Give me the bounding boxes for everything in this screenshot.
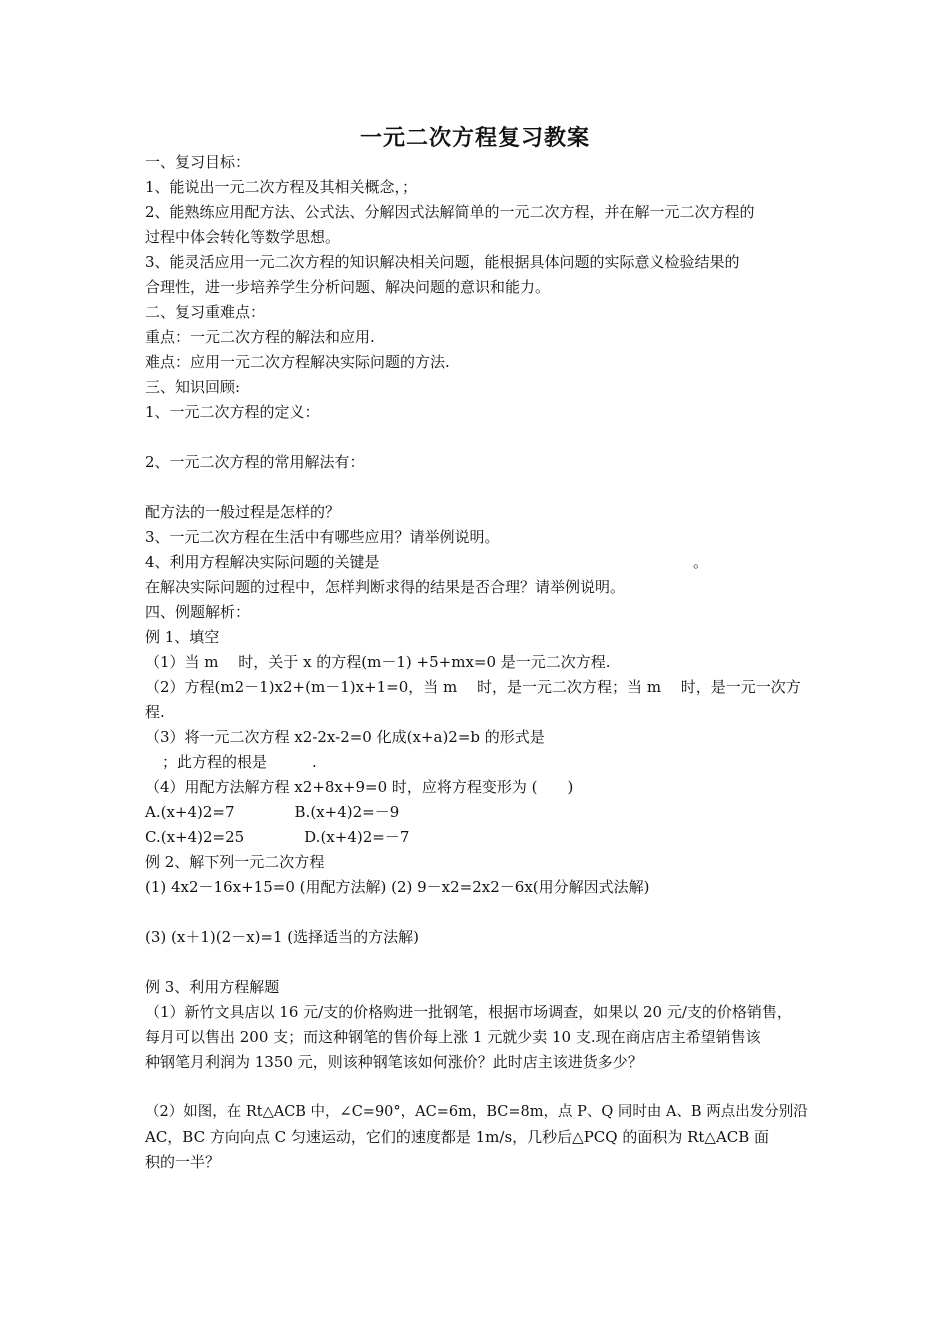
review-item-3: 3、一元二次方程在生活中有哪些应用？请举例说明。 — [145, 528, 500, 546]
review-item-1: 1、一元二次方程的定义： — [145, 403, 320, 421]
example-1-part-4: （4）用配方法解方程 x2+8x+9=0 时，应将方程变形为 ( ) — [145, 778, 574, 796]
section-heading-examples: 四、例题解析： — [145, 603, 251, 621]
goal-item-2-cont: 过程中体会转化等数学思想。 — [145, 228, 341, 246]
review-question-2: 在解决实际问题的过程中，怎样判断求得的结果是否合理？请举例说明。 — [145, 578, 626, 596]
review-item-4-period: 。 — [693, 553, 709, 571]
example-1-part-2-cont: 程. — [145, 703, 165, 721]
example-3-problem-1-cont-1: 每月可以售出 200 支；而这种钢笔的售价每上涨 1 元就少卖 10 支.现在商店店主希望销售该 — [145, 1028, 761, 1046]
document-title: 一元二次方程复习教案 — [359, 125, 590, 151]
example-1-part-2: （2）方程(m2－1)x2+(m－1)x+1=0，当 m 时，是一元二次方程；当 m 时，是一元一次方 — [145, 678, 801, 696]
example-3-problem-2: （2）如图，在 Rt△ACB 中，∠C=90°，AC=6m，BC=8m，点 P、Q 同时由 A、B 两点出发分别沿 — [145, 1104, 808, 1120]
difficult-point: 难点：应用一元二次方程解决实际问题的方法. — [145, 353, 450, 371]
review-item-4: 4、利用方程解决实际问题的关键是 — [145, 553, 380, 571]
example-1-options-ab: A.(x+4)2=7 B.(x+4)2=－9 — [145, 803, 400, 821]
section-heading-key-points: 二、复习重难点： — [145, 303, 266, 321]
example-2-equations: (1) 4x2－16x+15=0 (用配方法解) (2) 9－x2=2x2－6x(用分解因式法解) — [145, 878, 650, 896]
goal-item-1: 1、能说出一元二次方程及其相关概念，； — [145, 178, 418, 196]
goal-item-2: 2、能熟练应用配方法、公式法、分解因式法解简单的一元二次方程，并在解一元二次方程的 — [145, 203, 755, 221]
goal-item-3-cont: 合理性，进一步培养学生分析问题、解决问题的意识和能力。 — [145, 278, 551, 296]
example-3-problem-2-cont-1: AC，BC 方向向点 C 匀速运动，它们的速度都是 1m/s，几秒后△PCQ 的面积为 Rt△ACB 面 — [145, 1128, 770, 1146]
example-3-heading: 例 3、利用方程解题 — [145, 978, 280, 996]
key-point: 重点：一元二次方程的解法和应用. — [145, 328, 375, 346]
example-3-problem-1: （1）新竹文具店以 16 元/支的价格购进一批钢笔，根据市场调查，如果以 20 元/支的价格销售， — [145, 1003, 792, 1021]
example-3-problem-1-cont-2: 种钢笔月利润为 1350 元，则该种钢笔该如何涨价？此时店主该进货多少？ — [145, 1053, 643, 1071]
example-1-part-3: （3）将一元二次方程 x2-2x-2=0 化成(x+a)2=b 的形式是 — [145, 728, 545, 746]
example-1-part-1: （1）当 m 时，关于 x 的方程(m－1) +5+mx=0 是一元二次方程. — [145, 653, 611, 671]
example-2-equation-3: (3) (x＋1)(2－x)=1 (选择适当的方法解) — [145, 928, 420, 946]
example-1-options-cd: C.(x+4)2=25 D.(x+4)2=－7 — [145, 828, 410, 846]
section-heading-goals: 一、复习目标： — [145, 153, 251, 171]
section-heading-review: 三、知识回顾: — [145, 378, 241, 396]
goal-item-3: 3、能灵活应用一元二次方程的知识解决相关问题，能根据具体问题的实际意义检验结果的 — [145, 253, 740, 271]
example-1-part-3-cont: ；此方程的根是 . — [162, 753, 317, 771]
review-question: 配方法的一般过程是怎样的？ — [145, 503, 341, 521]
example-1-heading: 例 1、填空 — [145, 628, 220, 646]
example-2-heading: 例 2、解下列一元二次方程 — [145, 853, 325, 871]
example-3-problem-2-cont-2: 积的一半？ — [145, 1153, 221, 1171]
review-item-2: 2、一元二次方程的常用解法有： — [145, 453, 365, 471]
